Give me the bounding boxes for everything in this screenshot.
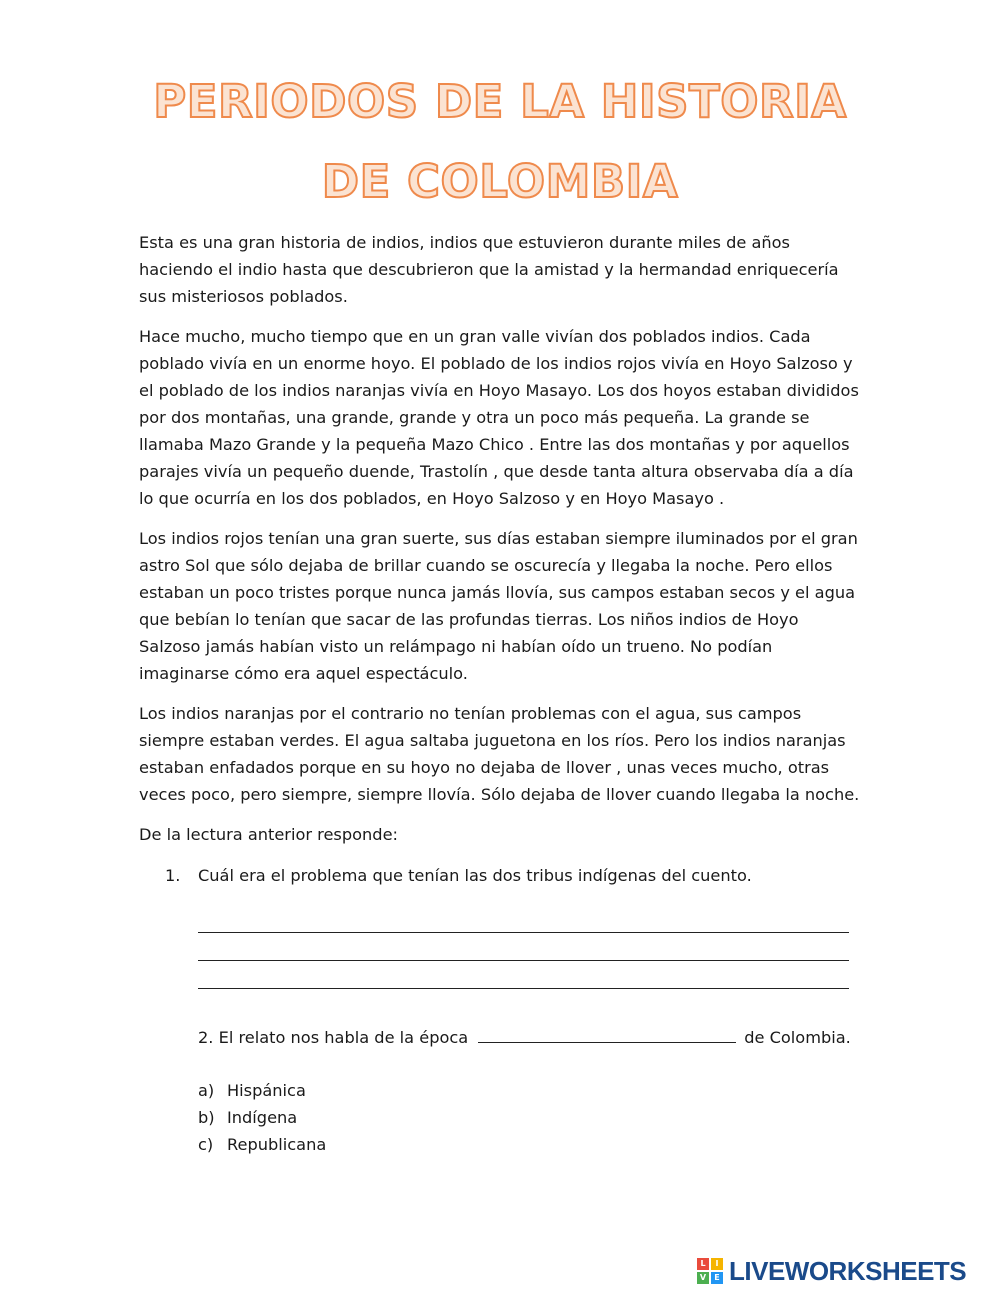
instruction-text: De la lectura anterior responde: [139,825,398,844]
logo-block: E [711,1272,723,1284]
worksheet-title [0,62,1000,222]
question-1-number: 1. [165,866,181,885]
option-b[interactable] [198,1104,326,1131]
title-line-2: DE COLOMBIA [321,155,679,208]
question-1-text: Cuál era el problema que tenían las dos tribus indígenas del cuento. [198,866,752,885]
question-2-blank[interactable] [478,1026,736,1043]
logo-text: LIVEWORKSHEETS [729,1255,967,1286]
answer-area-question-1[interactable] [198,932,849,1016]
option-a[interactable] [198,1077,326,1104]
option-letter: b) [198,1108,215,1127]
paragraph: Hace mucho, mucho tiempo que en un gran valle vivían dos poblados indios. Cada poblado vivía en un enorme hoyo. El poblado de los indios rojos vivía en Hoyo Salzoso y el poblado de los indios naranjas vivía en Hoyo Masayo. Los dos hoyos estaban divididos por dos montañas, una grande, grande y otra un poco más pequeña. La grande se llamaba Mazo Grande y la pequeña Mazo Chico . Entre las dos montañas y por aquellos parajes vivía un pequeño duende, Trastolín , que desde tanta altura observaba día a día lo que ocurría en los dos poblados, en Hoyo Salzoso y en Hoyo Masayo . [139,327,859,508]
question-2-options [198,1077,326,1158]
option-text: Indígena [227,1108,298,1127]
option-c[interactable] [198,1131,326,1158]
question-2-suffix: de Colombia. [744,1028,851,1047]
paragraph: Los indios rojos tenían una gran suerte, sus días estaban siempre iluminados por el gran astro Sol que sólo dejaba de brillar cuando se oscurecía y llegaba la noche. Pero ellos estaban un poco tristes porque nunca jamás llovía, sus campos estaban secos y el agua que bebían lo tenían que sacar de las profundas tierras. Los niños indios de Hoyo Salzoso jamás habían visto un relámpago ni habían oído un trueno. No podían imaginarse cómo era aquel espectáculo. [139,529,858,683]
paragraph: Esta es una gran historia de indios, indios que estuvieron durante miles de años haciendo el indio hasta que descubrieron que la amistad y la hermandad enriquecería sus misteriosos poblados. [139,233,839,306]
answer-line[interactable] [198,932,849,933]
logo-blocks-icon [697,1258,723,1284]
answer-line[interactable] [198,988,849,989]
paragraph: Los indios naranjas por el contrario no tenían problemas con el agua, sus campos siempre estaban verdes. El agua saltaba juguetona en los ríos. Pero los indios naranjas estaban enfadados porque en su hoyo no dejaba de llover , unas veces mucho, otras veces poco, pero siempre, siempre llovía. Sólo dejaba de llover cuando llegaba la noche. [139,704,860,804]
title-line-1: PERIODOS DE LA HISTORIA [153,75,847,128]
option-letter: c) [198,1135,214,1154]
liveworksheets-logo [697,1256,966,1286]
option-letter: a) [198,1081,215,1100]
logo-block: I [711,1258,723,1270]
question-1 [165,862,865,889]
option-text: Hispánica [227,1081,306,1100]
option-text: Republicana [227,1135,327,1154]
answer-line[interactable] [198,960,849,961]
question-2 [198,1024,898,1051]
logo-block: L [697,1258,709,1270]
question-2-text: 2. El relato nos habla de la época [198,1028,469,1047]
reading-text [139,229,861,861]
logo-block: V [697,1272,709,1284]
